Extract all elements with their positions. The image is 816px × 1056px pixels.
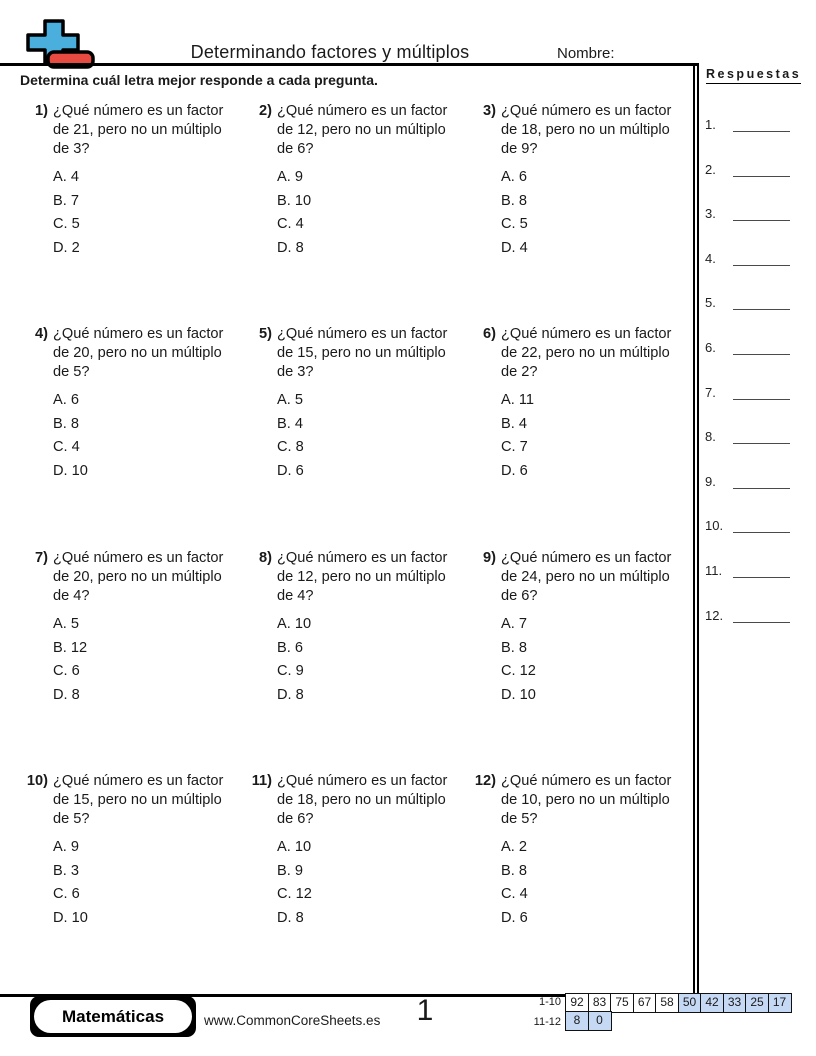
option-c: C. 6 — [53, 886, 80, 902]
answer-line — [733, 563, 790, 578]
question-4 — [22, 325, 248, 481]
answer-line — [733, 474, 790, 489]
answer-blank-12 — [705, 608, 797, 624]
score-cell: 92 — [565, 993, 589, 1013]
option-d: D. 8 — [277, 909, 304, 926]
question-7 — [22, 549, 248, 705]
question-text: ¿Qué número es un factor de 18, pero no un múltiplo de 6? — [277, 773, 448, 827]
option-d: D. 10 — [53, 909, 88, 926]
question-number: 9) — [483, 550, 496, 566]
question-12 — [470, 772, 696, 928]
option-c: C. 5 — [501, 216, 528, 232]
option-c: C. 7 — [501, 439, 528, 455]
option-a: A. 9 — [277, 169, 303, 185]
option-a: A. 5 — [277, 392, 303, 408]
score-cell: 17 — [768, 993, 792, 1013]
option-b: B. 7 — [53, 192, 79, 209]
question-10 — [22, 772, 248, 928]
answer-number: 6. — [705, 340, 716, 355]
answer-line — [733, 206, 790, 221]
option-b: B. 8 — [53, 415, 79, 432]
option-b: B. 6 — [277, 639, 303, 656]
brand-logo — [30, 996, 196, 1037]
question-text: ¿Qué número es un factor de 10, pero no un múltiplo de 5? — [501, 773, 672, 827]
option-c: C. 4 — [501, 886, 528, 902]
answer-number: 4. — [705, 251, 716, 266]
option-c: C. 9 — [277, 663, 304, 679]
option-a: A. 11 — [501, 392, 534, 408]
score-cell: 0 — [588, 1011, 612, 1031]
header-divider — [0, 63, 698, 66]
question-number: 6) — [483, 326, 496, 342]
question-2 — [246, 102, 472, 258]
question-9 — [470, 549, 696, 705]
option-d: D. 2 — [53, 239, 80, 256]
question-3 — [470, 102, 696, 258]
option-a: A. 10 — [277, 839, 312, 855]
option-c: C. 4 — [53, 439, 80, 455]
option-d: D. 6 — [501, 909, 528, 926]
website-url: www.CommonCoreSheets.es — [204, 1013, 381, 1028]
option-d: D. 4 — [501, 239, 528, 256]
name-label: Nombre: — [557, 45, 615, 62]
answer-line — [733, 340, 790, 355]
question-number: 2) — [259, 103, 272, 119]
score-cell: 50 — [678, 993, 702, 1013]
option-c: C. 8 — [277, 439, 304, 455]
answer-number: 3. — [705, 206, 716, 221]
score-table — [523, 993, 792, 1032]
brand-label: Matemáticas — [34, 1000, 192, 1033]
answer-number: 11. — [705, 563, 723, 578]
question-text: ¿Qué número es un factor de 22, pero no un múltiplo de 2? — [501, 326, 672, 380]
score-row-1 — [523, 993, 792, 1013]
question-text: ¿Qué número es un factor de 15, pero no un múltiplo de 5? — [53, 773, 224, 827]
answer-line — [733, 295, 790, 310]
option-a: A. 2 — [501, 839, 527, 855]
answer-line — [733, 117, 790, 132]
option-c: C. 6 — [53, 663, 80, 679]
option-b: B. 9 — [277, 862, 303, 879]
answer-number: 7. — [705, 385, 716, 400]
option-d: D. 8 — [277, 239, 304, 256]
option-d: D. 8 — [53, 686, 80, 703]
answer-blank-11 — [705, 563, 797, 579]
option-d: D. 8 — [277, 686, 304, 703]
question-number: 1) — [35, 103, 48, 119]
question-8 — [246, 549, 472, 705]
score-row-label: 1-10 — [538, 996, 561, 1008]
answer-blank-9 — [705, 474, 797, 490]
answer-blank-10 — [705, 518, 797, 534]
question-text: ¿Qué número es un factor de 18, pero no un múltiplo de 9? — [501, 103, 672, 157]
score-cell: 8 — [565, 1011, 589, 1031]
question-number: 11) — [251, 773, 272, 789]
question-text: ¿Qué número es un factor de 21, pero no un múltiplo de 3? — [53, 103, 224, 157]
question-5 — [246, 325, 472, 481]
page-title: Determinando factores y múltiplos — [190, 42, 470, 62]
answer-number: 1. — [705, 117, 716, 132]
option-a: A. 5 — [53, 616, 79, 632]
score-row-label: 11-12 — [533, 1015, 561, 1028]
question-text: ¿Qué número es un factor de 24, pero no un múltiplo de 6? — [501, 550, 672, 604]
instruction-text: Determina cuál letra mejor responde a cada pregunta. — [20, 72, 378, 88]
option-b: B. 4 — [277, 415, 303, 432]
answer-number: 2. — [705, 162, 716, 177]
question-number: 5) — [259, 326, 272, 342]
option-c: C. 4 — [277, 216, 304, 232]
answer-line — [733, 608, 790, 623]
option-a: A. 4 — [53, 169, 79, 185]
score-cell: 58 — [655, 993, 679, 1013]
question-text: ¿Qué número es un factor de 15, pero no un múltiplo de 3? — [277, 326, 448, 380]
answer-line — [733, 518, 790, 533]
question-number: 3) — [483, 103, 496, 119]
question-text: ¿Qué número es un factor de 20, pero no un múltiplo de 4? — [53, 550, 224, 604]
option-b: B. 8 — [501, 639, 527, 656]
answer-blank-3 — [705, 206, 797, 222]
option-a: A. 10 — [277, 616, 312, 632]
option-b: B. 10 — [277, 192, 312, 209]
question-1 — [22, 102, 248, 258]
question-11 — [246, 772, 472, 928]
score-row-2 — [523, 1013, 792, 1033]
option-a: A. 9 — [53, 839, 79, 855]
answer-line — [733, 385, 790, 400]
question-6 — [470, 325, 696, 481]
answers-heading: Respuestas — [706, 67, 801, 84]
question-number: 4) — [35, 326, 48, 342]
question-text: ¿Qué número es un factor de 12, pero no un múltiplo de 4? — [277, 550, 448, 604]
answer-number: 10. — [705, 518, 724, 533]
answer-line — [733, 429, 790, 444]
question-number: 7) — [35, 550, 48, 566]
option-b: B. 3 — [53, 862, 79, 879]
option-d: D. 10 — [501, 686, 536, 703]
answer-line — [733, 251, 790, 266]
answer-blank-4 — [705, 251, 797, 267]
answer-blank-7 — [705, 385, 797, 401]
answer-number: 12. — [705, 608, 724, 623]
option-b: B. 12 — [53, 639, 88, 656]
option-b: B. 8 — [501, 862, 527, 879]
option-d: D. 10 — [53, 462, 88, 479]
question-number: 12) — [474, 773, 496, 789]
option-b: B. 4 — [501, 415, 527, 432]
option-a: A. 6 — [501, 169, 527, 185]
answer-blank-6 — [705, 340, 797, 356]
answer-number: 9. — [705, 474, 716, 489]
answer-line — [733, 162, 790, 177]
option-a: A. 6 — [53, 392, 79, 408]
answer-number: 8. — [705, 429, 716, 444]
option-d: D. 6 — [501, 462, 528, 479]
answer-number: 5. — [705, 295, 716, 310]
score-cell: 83 — [588, 993, 612, 1013]
question-text: ¿Qué número es un factor de 20, pero no un múltiplo de 5? — [53, 326, 224, 380]
score-cell: 67 — [633, 993, 657, 1013]
answer-blank-5 — [705, 295, 797, 311]
score-cell: 42 — [700, 993, 724, 1013]
answer-blank-8 — [705, 429, 797, 445]
score-cell: 75 — [610, 993, 634, 1013]
option-c: C. 5 — [53, 216, 80, 232]
option-c: C. 12 — [501, 663, 536, 679]
answer-blank-2 — [705, 162, 797, 178]
option-b: B. 8 — [501, 192, 527, 209]
page-number: 1 — [416, 994, 434, 1027]
option-c: C. 12 — [277, 886, 312, 902]
answer-blank-1 — [705, 117, 797, 133]
option-a: A. 7 — [501, 616, 527, 632]
question-number: 10) — [26, 773, 48, 789]
score-cell: 25 — [745, 993, 769, 1013]
question-number: 8) — [259, 550, 272, 566]
question-text: ¿Qué número es un factor de 12, pero no un múltiplo de 6? — [277, 103, 448, 157]
score-cell: 33 — [723, 993, 747, 1013]
option-d: D. 6 — [277, 462, 304, 479]
